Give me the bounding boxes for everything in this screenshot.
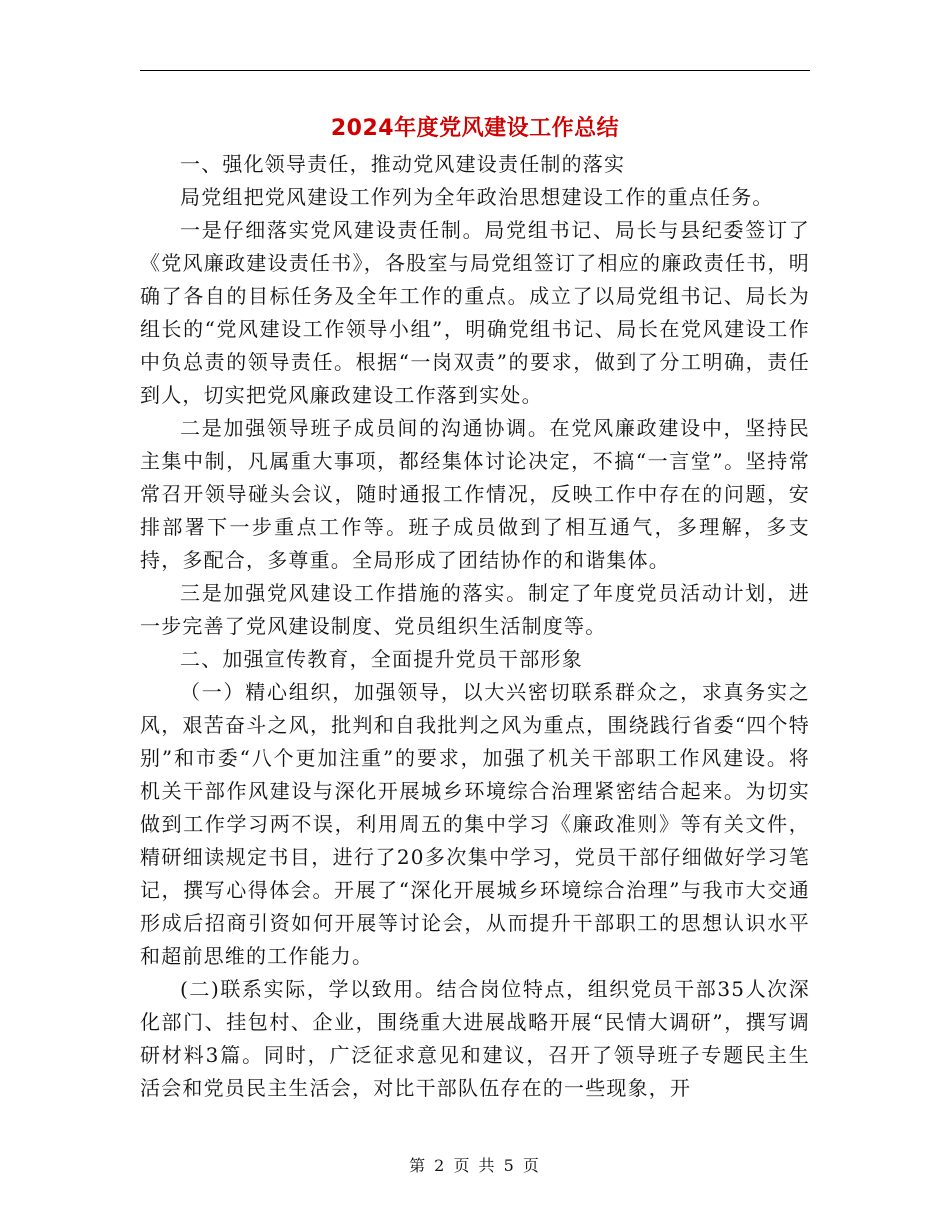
document-body (140, 148, 810, 1105)
page-footer: 第 2 页 共 5 页 (409, 1156, 541, 1175)
paragraph: 三是加强党风建设工作措施的落实。制定了年度党员活动计划，进一步完善了党风建设制度、党员组织生活制度等。 (140, 581, 810, 638)
document-title: 2024年度党风建设工作总结 (330, 116, 620, 141)
paragraph: (二)联系实际，学以致用。结合岗位特点，组织党员干部35人次深化部门、挂包村、企业，围绕重大进展战略开展“民情大调研”，撰写调研材料3篇。同时，广泛征求意见和建议，召开了领导班子专题民主生活会和党员民主生活会，对比干部队伍存在的一些现象，开 (140, 977, 810, 1100)
paragraph: 一是仔细落实党风建设责任制。局党组书记、局长与县纪委签订了《党风廉政建设责任书》，各股室与局党组签订了相应的廉政责任书，明确了各自的目标任务及全年工作的重点。成立了以局党组书记、局长为组长的“党风建设工作领导小组”，明确党组书记、局长在党风建设工作中负总责的领导责任。根据“一岗双责”的要求，做到了分工明确，责任到人，切实把党风廉政建设工作落到实处。 (140, 218, 810, 407)
paragraph: （一）精心组织，加强领导，以大兴密切联系群众之，求真务实之风，艰苦奋斗之风，批判和自我批判之风为重点，围绕践行省委“四个特别”和市委“八个更加注重”的要求，加强了机关干部职工作风建设。将机关干部作风建设与深化开展城乡环境综合治理紧密结合起来。为切实做到工作学习两不误，利用周五的集中学习《廉政准则》等有关文件，精研细读规定书目，进行了20多次集中学习，党员干部仔细做好学习笔记，撰写心得体会。开展了“深化开展城乡环境综合治理”与我市大交通形成后招商引资如何开展等讨论会，从而提升干部职工的思想认识水平和超前思维的工作能力。 (140, 680, 810, 968)
header-rule (140, 70, 810, 71)
section-heading-1: 一、强化领导责任，推动党风建设责任制的落实 (180, 152, 626, 176)
paragraph: 局党组把党风建设工作列为全年政治思想建设工作的重点任务。 (180, 185, 774, 209)
paragraph: 二是加强领导班子成员间的沟通协调。在党风廉政建设中，坚持民主集中制，凡属重大事项，都经集体讨论决定，不搞“一言堂”。坚持常常召开领导碰头会议，随时通报工作情况，反映工作中存在的问题，安排部署下一步重点工作等。班子成员做到了相互通气，多理解，多支持，多配合，多尊重。全局形成了团结协作的和谐集体。 (140, 416, 810, 572)
section-heading-2: 二、加强宣传教育，全面提升党员干部形象 (180, 647, 583, 671)
